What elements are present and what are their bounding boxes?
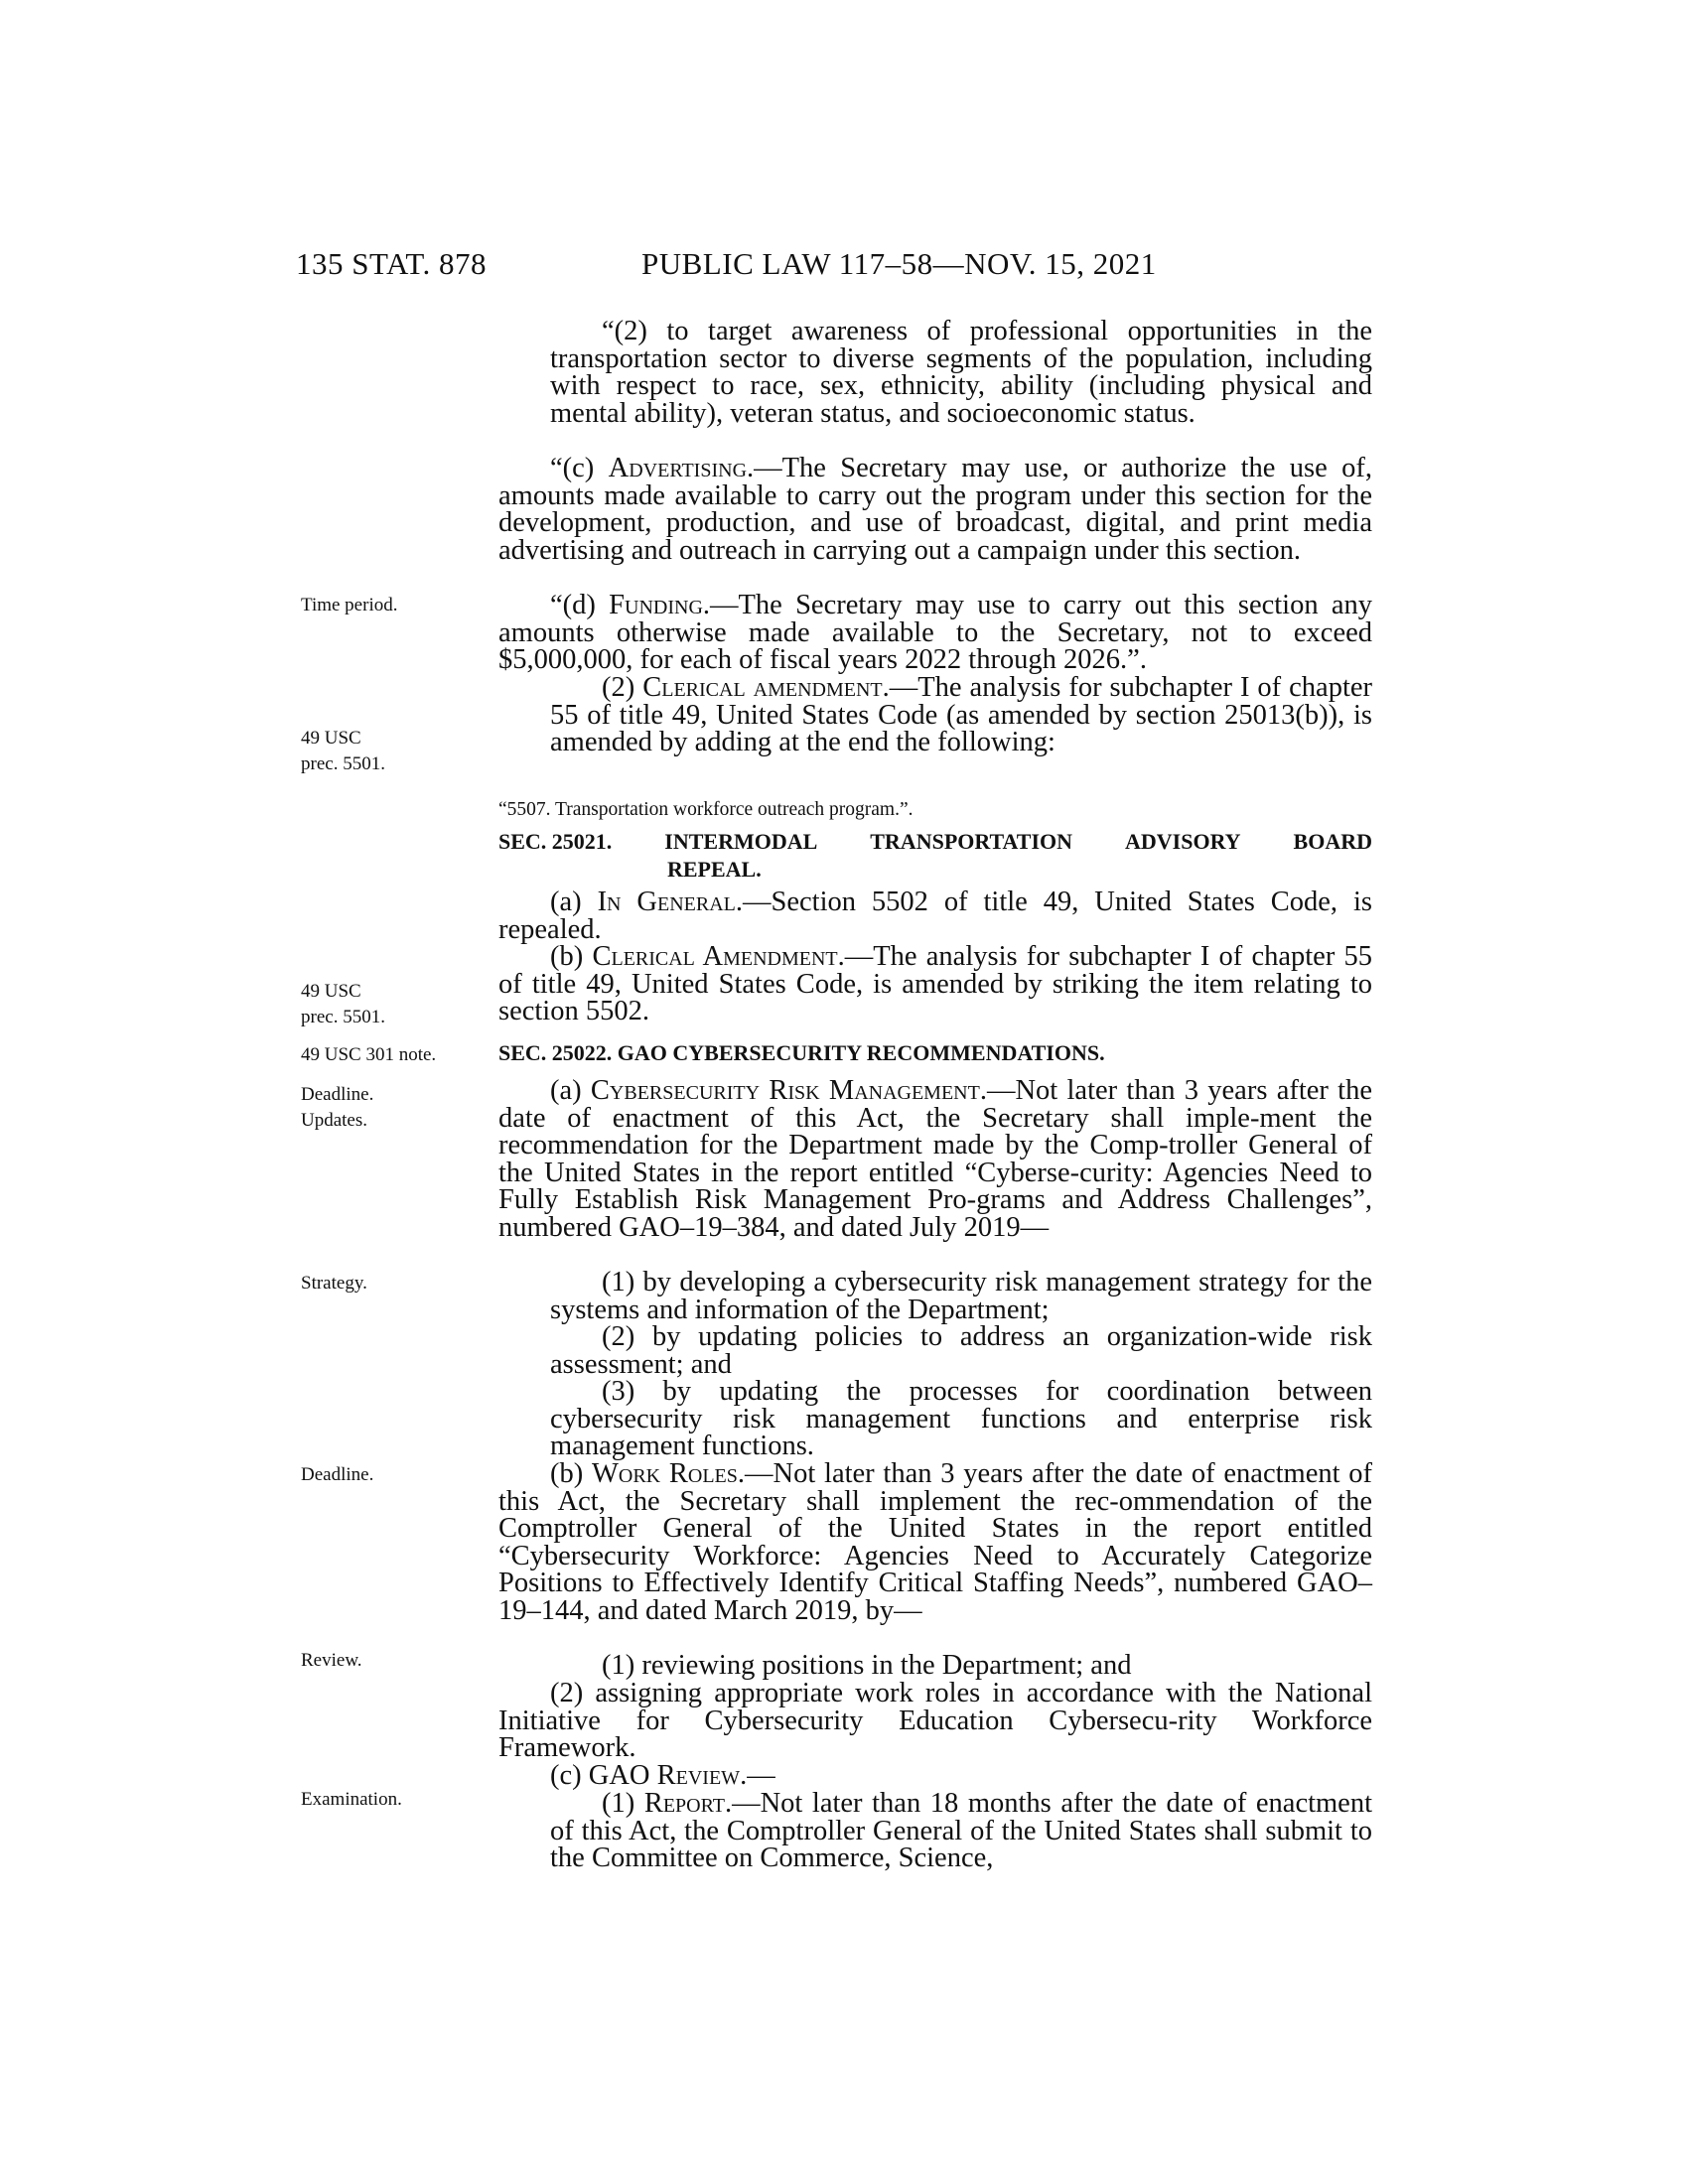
section-title-word: REPEAL. (667, 857, 762, 882)
paragraph-open: “(c) (550, 453, 609, 483)
margin-note-time-period: Time period. (301, 595, 398, 615)
paragraph-text: .—The analysis for subchapter I of chapter 55 of title 49, United States Code, is amended by striking the item relating to section 5502. (498, 941, 1373, 1027)
margin-note-line: Deadline. (301, 1084, 374, 1105)
section-heading-25022: SEC. 25022. GAO CYBERSECURITY RECOMMENDATIONS. (498, 1040, 1105, 1065)
paragraph-b2-work-roles: (2) assigning appropriate work roles in accordance with the National Initiative for Cybersecurity Education Cybersecu-rity Workforce Framework. (498, 1678, 1372, 1764)
margin-note-line: Updates. (301, 1110, 368, 1131)
margin-note-line: 49 USC (301, 981, 361, 1002)
paragraph-b1: (1) reviewing positions in the Department; and (602, 1650, 1132, 1681)
margin-note-review: Review. (301, 1650, 362, 1671)
paragraph-heading: Cybersecurity Risk Management (590, 1075, 980, 1106)
margin-note-deadline (301, 1082, 480, 1134)
section-title-word: ADVISORY (1125, 829, 1241, 854)
paragraph-open: (a) (550, 887, 598, 917)
paragraph-text: .—The Secretary may use to carry out this section any amounts otherwise made available to the Secretary, not to exceed $5,000,000, for each of fiscal years 2022 through 2026.”. (498, 590, 1373, 676)
margin-note-line: 49 USC (301, 728, 361, 749)
paragraph-heading: In General (597, 887, 736, 917)
paragraph-open: (b) (550, 941, 593, 972)
paragraph-heading: GAO Review (588, 1760, 741, 1791)
paragraph-open: (b) (550, 1458, 592, 1489)
paragraph-heading: Clerical amendment (642, 672, 883, 703)
margin-note-line: prec. 5501. (301, 1007, 385, 1027)
paragraph-open: “(d) (550, 590, 610, 620)
paragraph-text: .—The Secretary may use, or authorize the use of, amounts made available to carry out the program under this section for the development, production, and use of broadcast, digital, and print media advertising and outreach in carrying out a campaign under this section. (498, 453, 1372, 566)
paragraph-a3: (3) by updating the processes for coordination between cybersecurity risk management functions and enterprise risk management functions. (550, 1376, 1372, 1462)
paragraph-c1-report (498, 1790, 1372, 1872)
paragraph-text: .—The analysis for subchapter I of chapter 55 of title 49, United States Code (as amended by section 25013(b)), is amended by adding at the end the following: (550, 672, 1373, 758)
paragraph-a2: (2) by updating policies to address an organization-wide risk assessment; and (550, 1321, 1372, 1380)
paragraph-text: .—Section 5502 of title 49, United States Code, is repealed. (498, 887, 1372, 945)
paragraph-a1: (1) by developing a cybersecurity risk management strategy for the systems and information of the Department; (550, 1267, 1372, 1325)
paragraph-open: (c) (550, 1760, 589, 1791)
paragraph-b-clerical-amendment (498, 943, 1372, 1025)
paragraph-heading: Advertising (608, 453, 748, 483)
paragraph-b2: “(2) to target awareness of professional opportunities in the transportation sector to diverse segments of the population, including with respect to race, sex, ethnicity, ability (including physical and mental ability), veteran status, and socioeconomic status. (550, 316, 1372, 429)
stat-page-number: 135 STAT. 878 (296, 246, 488, 281)
section-title-word: BOARD (1293, 829, 1372, 854)
paragraph-2-clerical-amendment (498, 674, 1372, 756)
margin-note-strategy: Strategy. (301, 1273, 367, 1294)
margin-note-usc-301: 49 USC 301 note. (301, 1044, 437, 1065)
margin-note-line: prec. 5501. (301, 753, 385, 774)
paragraph-heading: Report (643, 1788, 725, 1819)
paragraph-heading: Funding (609, 590, 703, 620)
section-title-word: INTERMODAL (664, 829, 818, 854)
margin-note-examination: Examination. (301, 1789, 402, 1810)
paragraph-text: .— (740, 1760, 775, 1791)
paragraph-text: .—Not later than 18 months after the date of enactment of this Act, the Comptroller General of the United States shall submit to the Committee on Commerce, Science, (550, 1788, 1372, 1874)
paragraph-b-work-roles (498, 1460, 1372, 1625)
paragraph-heading: Work Roles (592, 1458, 738, 1489)
margin-note-deadline: Deadline. (301, 1464, 374, 1485)
paragraph-a-cybersecurity-risk (498, 1077, 1372, 1242)
margin-note-usc-citation (301, 726, 480, 777)
paragraph-text: .—Not later than 3 years after the date of enactment of this Act, the Secretary shall implement the rec-ommendation of the Comptroller General of the United States in the report entitled “Cybersecurity Workforce: Agencies Need to Accurately Categorize Positions to Effectively Identify Critical Staffing Needs”, numbered GAO–19–144, and dated March 2019, by— (498, 1458, 1373, 1626)
paragraph-c-advertising (498, 455, 1372, 564)
paragraph-open: (1) (602, 1788, 644, 1819)
section-title-word: TRANSPORTATION (870, 829, 1073, 854)
statute-text-column (498, 318, 1372, 1906)
paragraph-open: (2) (602, 672, 643, 703)
paragraph-text: .—Not later than 3 years after the date of enactment of this Act, the Secretary shall imple-ment the recommendation for the Department made by the Comp-troller General of the United States in the report entitled “Cyberse-curity: Agencies Need to Fully Establish Risk Management Pro-grams and Address Challenges”, numbered GAO–19–384, and dated July 2019— (498, 1075, 1372, 1243)
paragraph-a-in-general (498, 888, 1372, 943)
paragraph-d-funding (498, 592, 1372, 674)
section-heading-25021 (498, 828, 1372, 884)
page-running-title: PUBLIC LAW 117–58—NOV. 15, 2021 (641, 246, 1157, 281)
paragraph-heading: Clerical Amendment (592, 941, 838, 972)
section-number: SEC. 25021. (498, 829, 613, 854)
margin-note-usc-citation (301, 979, 480, 1030)
paragraph-c-gao-review (498, 1762, 1372, 1790)
paragraph-open: (a) (550, 1075, 591, 1106)
table-of-contents-item: “5507. Transportation workforce outreach program.”. (498, 799, 914, 820)
